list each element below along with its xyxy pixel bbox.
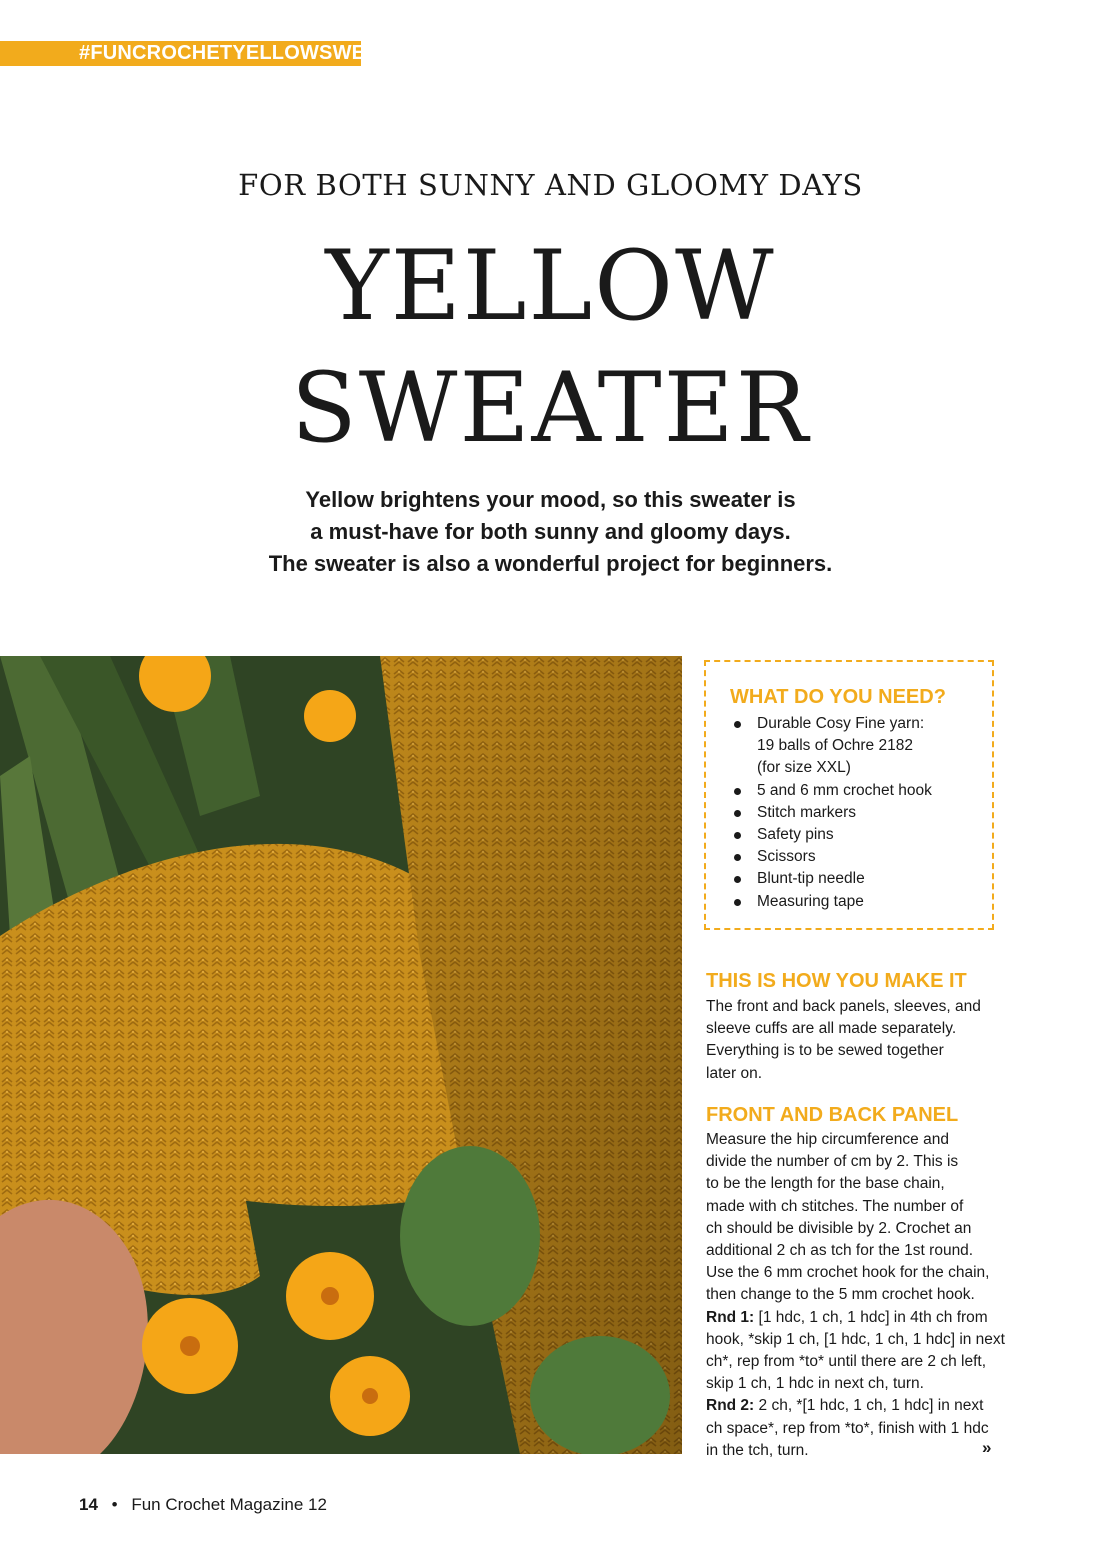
intro-line: Yellow brightens your mood, so this sweater is <box>305 487 796 512</box>
text-line: Everything is to be sewed together <box>706 1042 944 1060</box>
bullet-icon <box>734 899 741 906</box>
panel-paragraph <box>706 1129 1006 1462</box>
round-1-line <box>706 1307 1006 1329</box>
text-line: hook, *skip 1 ch, [1 hdc, 1 ch, 1 hdc] in next <box>706 1330 1005 1348</box>
intro-line: a must-have for both sunny and gloomy days. <box>310 519 791 544</box>
hashtag-banner: #FUNCROCHETYELLOWSWEATER <box>0 41 361 66</box>
bullet-icon <box>734 810 741 817</box>
text-line: divide the number of cm by 2. This is <box>706 1153 959 1171</box>
text-line: ch*, rep from *to* until there are 2 ch left, <box>706 1353 986 1371</box>
text-line: [1 hdc, 1 ch, 1 hdc] in 4th ch from <box>754 1308 988 1326</box>
list-item-text: Stitch markers <box>757 803 857 821</box>
text-line: to be the length for the base chain, <box>706 1175 945 1193</box>
bullet-icon <box>734 721 741 728</box>
bullet-icon <box>734 876 741 883</box>
page-number: 14 <box>79 1495 98 1514</box>
list-item <box>730 891 990 913</box>
bullet-icon <box>734 854 741 861</box>
howto-heading: THIS IS HOW YOU MAKE IT <box>706 970 967 992</box>
text-line: The front and back panels, sleeves, and <box>706 998 981 1015</box>
text-line: additional 2 ch as tch for the 1st round. <box>706 1242 974 1260</box>
title-line-1: YELLOW <box>325 230 776 342</box>
list-item <box>730 868 990 890</box>
list-item-text: 5 and 6 mm crochet hook <box>757 781 932 799</box>
panel-heading: FRONT AND BACK PANEL <box>706 1104 959 1126</box>
list-item-text: Safety pins <box>757 826 834 844</box>
list-item-text: Measuring tape <box>757 892 864 910</box>
list-item-text: Blunt-tip needle <box>757 870 865 888</box>
text-line: then change to the 5 mm crochet hook. <box>706 1286 975 1304</box>
footer-separator: • <box>111 1495 118 1514</box>
text-line: sleeve cuffs are all made separately. <box>706 1020 957 1038</box>
round-2-label: Rnd 2: <box>706 1397 755 1415</box>
sweater-photo <box>0 656 682 1454</box>
list-item-text: Durable Cosy Fine yarn: <box>757 715 925 732</box>
text-line: 2 ch, *[1 hdc, 1 ch, 1 hdc] in next <box>754 1397 984 1415</box>
list-item <box>730 780 990 802</box>
title-line-2: SWEATER <box>291 352 810 464</box>
text-line: Use the 6 mm crochet hook for the chain, <box>706 1264 990 1282</box>
magazine-name: Fun Crochet Magazine 12 <box>131 1495 327 1514</box>
list-item-text: 19 balls of Ochre 2182 <box>757 737 913 755</box>
materials-box <box>704 660 994 930</box>
list-item <box>730 846 990 868</box>
list-item <box>730 802 990 824</box>
text-line: later on. <box>706 1064 763 1082</box>
list-item <box>730 824 990 846</box>
bullet-icon <box>734 832 741 839</box>
text-line: skip 1 ch, 1 hdc in next ch, turn. <box>706 1375 924 1393</box>
round-1-label: Rnd 1: <box>706 1308 755 1326</box>
continue-arrow-icon: » <box>982 1438 992 1457</box>
list-item-text: (for size XXL) <box>757 759 851 777</box>
intro-line: The sweater is also a wonderful project for beginners. <box>268 551 833 576</box>
howto-paragraph <box>706 996 1006 1085</box>
text-line: ch should be divisible by 2. Crochet an <box>706 1219 972 1237</box>
list-item <box>730 713 990 780</box>
text-line: ch space*, rep from *to*, finish with 1 hdc <box>706 1419 989 1437</box>
round-2-line <box>706 1395 1006 1417</box>
bullet-icon <box>734 788 741 795</box>
page-footer <box>79 1495 327 1515</box>
list-item-text: Scissors <box>757 848 816 866</box>
text-line: in the tch, turn. <box>706 1441 809 1459</box>
materials-list <box>730 713 990 913</box>
text-line: Measure the hip circumference and <box>706 1131 949 1148</box>
kicker-heading: FOR BOTH SUNNY AND GLOOMY DAYS <box>238 168 863 202</box>
intro-paragraph <box>0 484 1101 580</box>
text-line: made with ch stitches. The number of <box>706 1197 964 1215</box>
materials-heading: WHAT DO YOU NEED? <box>730 686 946 708</box>
